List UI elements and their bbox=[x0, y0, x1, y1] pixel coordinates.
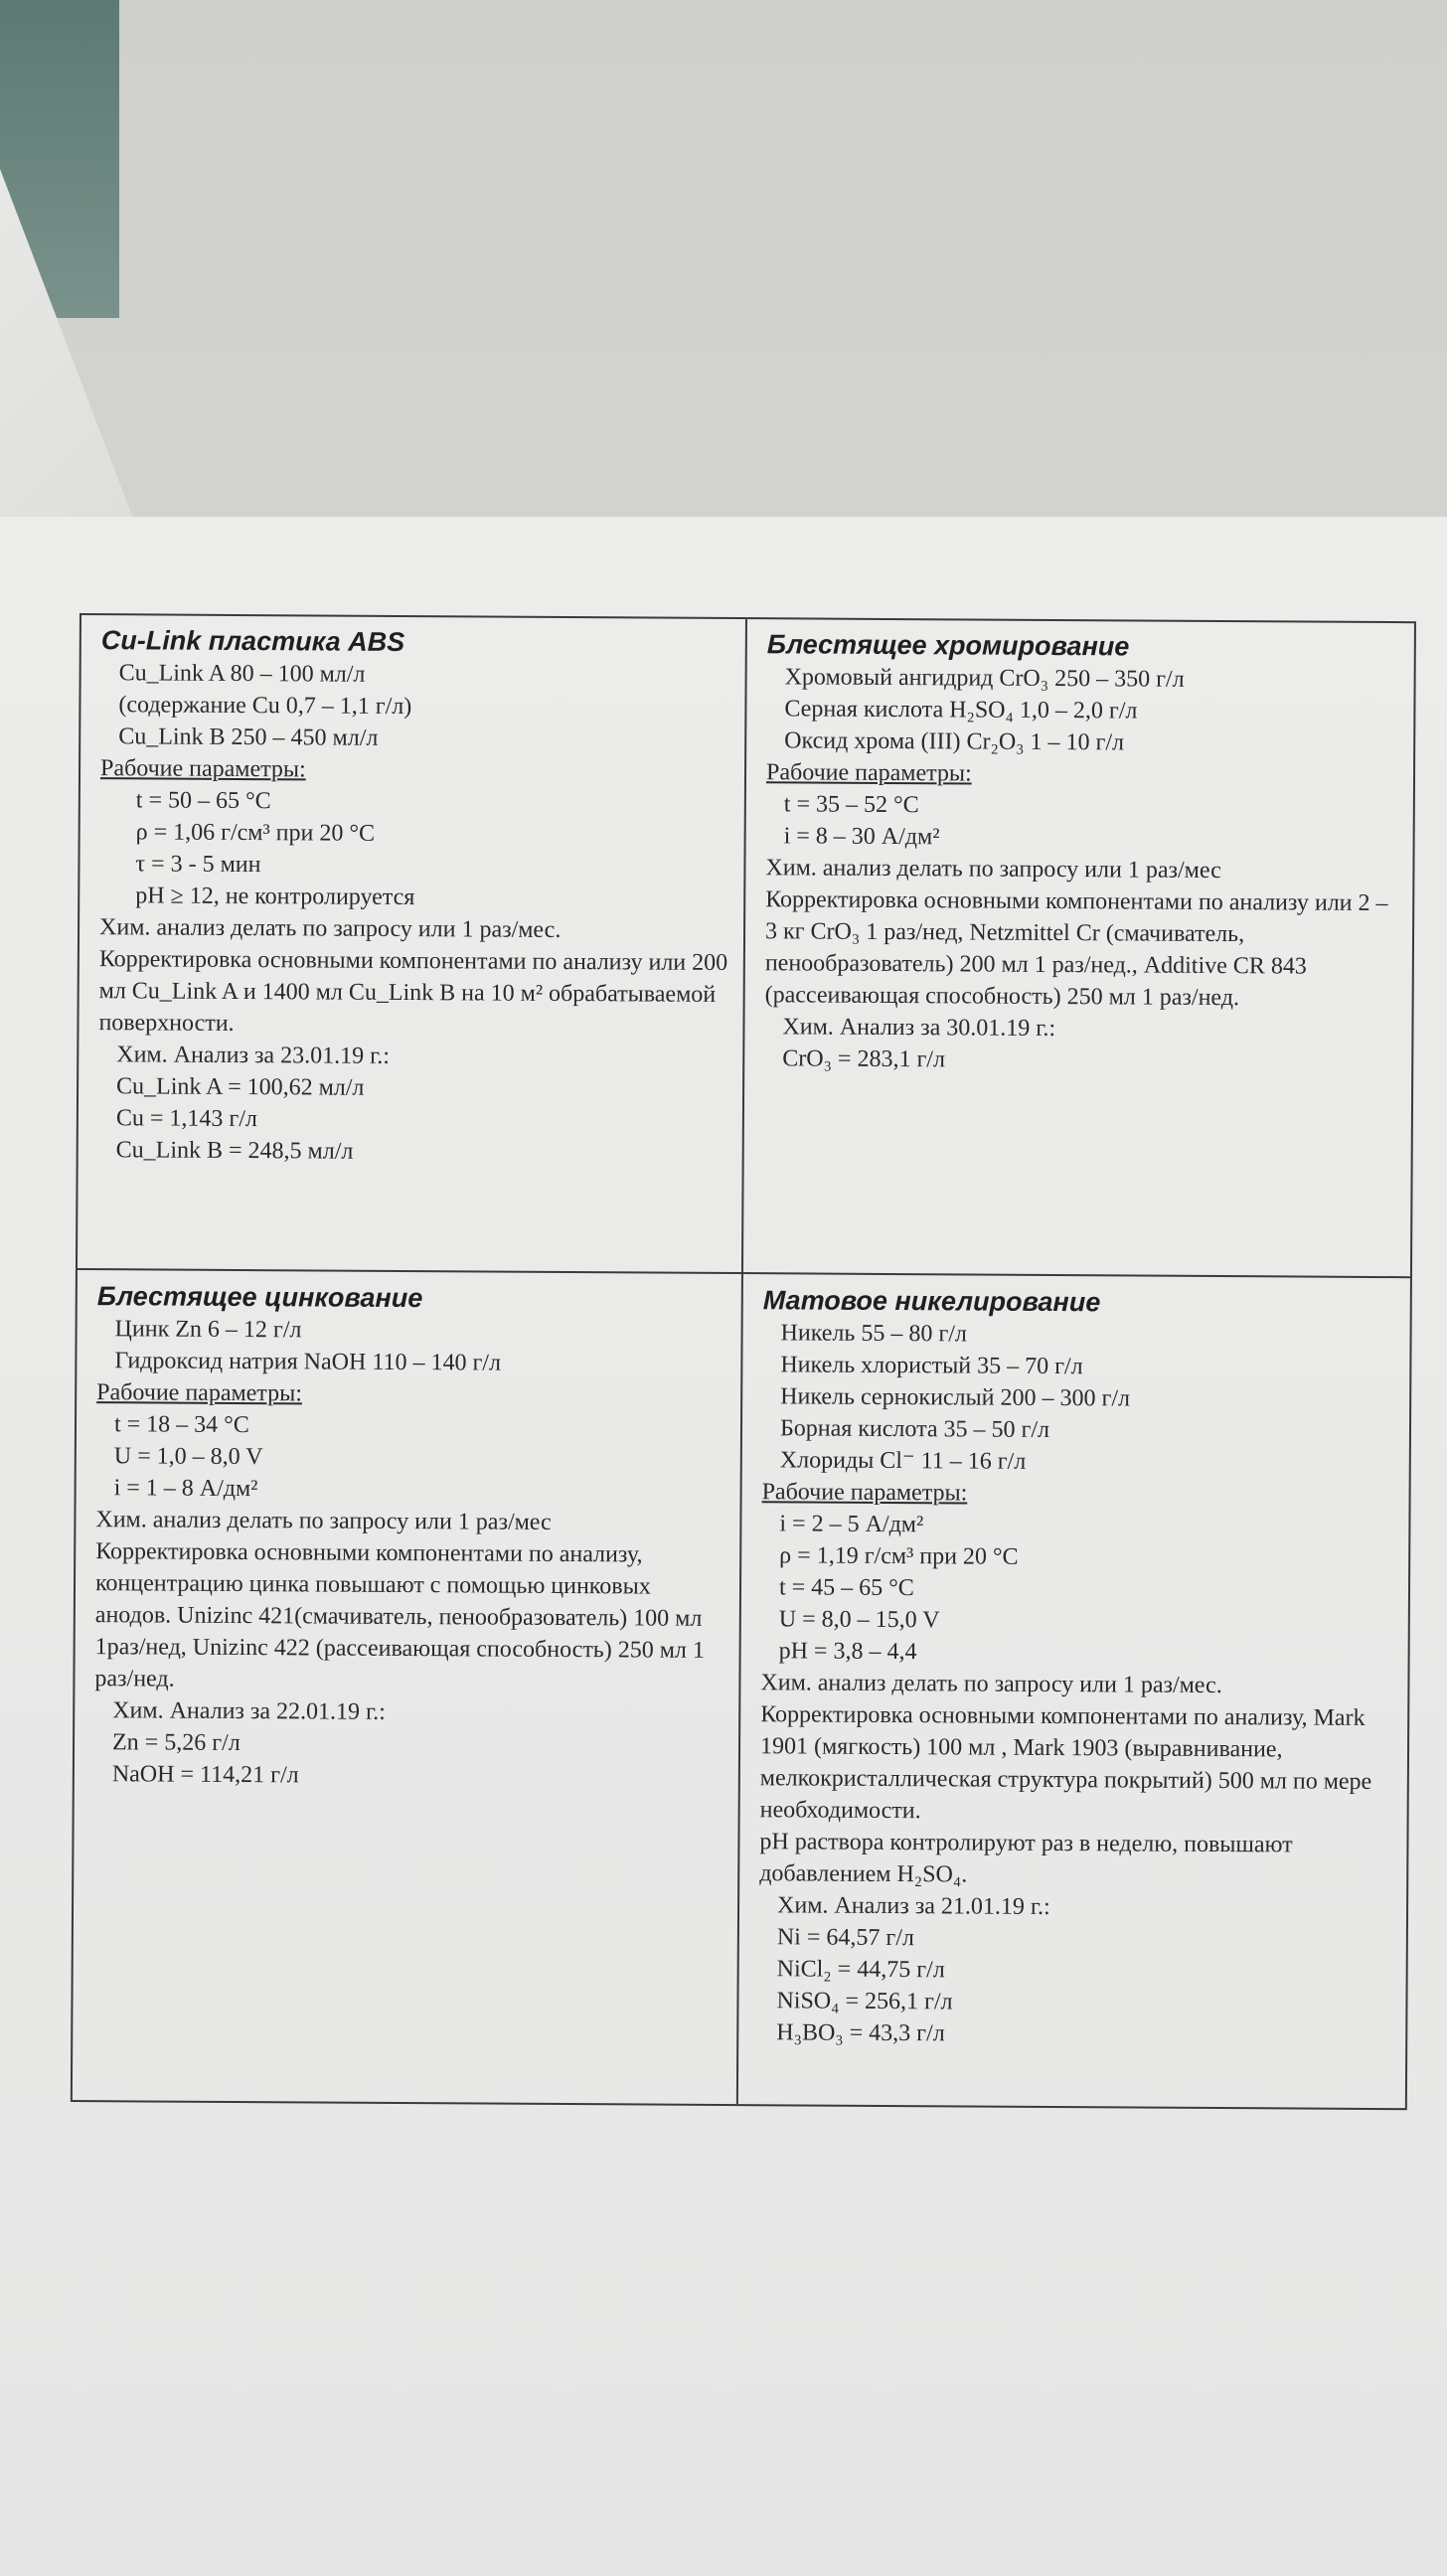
cell-chrome bbox=[744, 619, 1416, 1078]
params-heading: Рабочие параметры: bbox=[765, 759, 972, 787]
cell-title: Cu-Link пластика ABS bbox=[100, 625, 405, 657]
analysis-heading: Хим. Анализ за 30.01.19 г.: bbox=[782, 1014, 1056, 1043]
param-line: τ = 3 - 5 мин bbox=[135, 851, 261, 879]
cell-cu-link bbox=[79, 615, 745, 1170]
analysis-note: Хим. анализ делать по запросу или 1 раз/мес. bbox=[98, 914, 562, 943]
param-line: t = 50 – 65 °C bbox=[135, 787, 271, 815]
cell-zinc bbox=[75, 1271, 741, 1794]
param-line: ρ = 1,19 г/см³ при 20 °C bbox=[779, 1542, 1019, 1570]
analysis-note: Хим. анализ делать по запросу или 1 раз/мес bbox=[95, 1507, 552, 1535]
composition-line: Цинк Zn 6 – 12 г/л bbox=[114, 1316, 302, 1344]
param-line: t = 35 – 52 °C bbox=[783, 791, 919, 819]
param-line: i = 2 – 5 А/дм² bbox=[779, 1511, 924, 1538]
composition-line: Серная кислота H₂SO₄ 1,0 – 2,0 г/л bbox=[784, 696, 1138, 724]
cell-nickel bbox=[738, 1275, 1412, 2052]
analysis-line: CrO₃ = 283,1 г/л bbox=[782, 1046, 946, 1073]
analysis-line: Cu_Link B = 248,5 мл/л bbox=[115, 1137, 354, 1165]
param-line: i = 1 – 8 А/дм² bbox=[113, 1475, 258, 1503]
param-line: i = 8 – 30 А/дм² bbox=[783, 823, 940, 851]
analysis-line: Ni = 64,57 г/л bbox=[776, 1924, 914, 1952]
param-line: pH = 3,8 – 4,4 bbox=[778, 1638, 917, 1666]
composition-line: Cu_Link A 80 – 100 мл/л bbox=[118, 660, 366, 688]
composition-line: Борная кислота 35 – 50 г/л bbox=[779, 1415, 1050, 1443]
composition-line: Cu_Link B 250 – 450 мл/л bbox=[118, 724, 379, 751]
cell-title: Блестящее хромирование bbox=[766, 629, 1130, 662]
analysis-heading: Хим. Анализ за 21.01.19 г.: bbox=[776, 1892, 1050, 1920]
analysis-line: Cu = 1,143 г/л bbox=[115, 1105, 258, 1133]
correction-text: Корректировка основными компонентами по анализу или 200 мл Cu_Link A и 1400 мл Cu_Link B на 10 м² обрабатываемой поверхности. bbox=[98, 946, 728, 1037]
composition-line: Гидроксид натрия NaOH 110 – 140 г/л bbox=[114, 1348, 502, 1376]
plating-baths-table bbox=[71, 613, 1416, 2110]
cell-title: Матовое никелирование bbox=[762, 1285, 1101, 1318]
composition-line: Никель 55 – 80 г/л bbox=[780, 1320, 967, 1348]
composition-line: Никель сернокислый 200 – 300 г/л bbox=[780, 1383, 1131, 1412]
analysis-line: NiSO₄ = 256,1 г/л bbox=[776, 1988, 953, 2015]
param-line: U = 8,0 – 15,0 V bbox=[778, 1606, 940, 1634]
analysis-line: Cu_Link A = 100,62 мл/л bbox=[116, 1073, 365, 1101]
analysis-line: NaOH = 114,21 г/л bbox=[111, 1761, 299, 1789]
composition-line: Хромовый ангидрид CrO₃ 250 – 350 г/л bbox=[784, 664, 1185, 693]
params-heading: Рабочие параметры: bbox=[96, 1379, 303, 1407]
param-line: U = 1,0 – 8,0 V bbox=[113, 1443, 263, 1471]
params-heading: Рабочие параметры: bbox=[761, 1479, 968, 1507]
analysis-heading: Хим. Анализ за 22.01.19 г.: bbox=[112, 1697, 386, 1725]
composition-line: Хлориды Cl⁻ 11 – 16 г/л bbox=[779, 1447, 1027, 1475]
composition-line: (содержание Cu 0,7 – 1,1 г/л) bbox=[118, 692, 412, 721]
analysis-line: Zn = 5,26 г/л bbox=[111, 1729, 241, 1757]
analysis-line: H₃BO₃ = 43,3 г/л bbox=[776, 2019, 945, 2047]
analysis-line: NiCl₂ = 44,75 г/л bbox=[776, 1956, 945, 1984]
ph-note: pH раствора контролируют раз в неделю, повышают добавлением H₂SO₄. bbox=[759, 1829, 1293, 1888]
correction-text: Корректировка основными компонентами по анализу, концентрацию цинка повышают с помощью цинковых анодов. Unizinc 421(смачиватель, пенообразователь) 100 мл 1раз/нед, Unizinc 422 (рассеивающая способность) 250 мл 1 раз/нед. bbox=[94, 1538, 706, 1692]
cell-title: Блестящее цинкование bbox=[96, 1281, 423, 1314]
param-line: ρ = 1,06 г/см³ при 20 °C bbox=[135, 819, 376, 847]
analysis-note: Хим. анализ делать по запросу или 1 раз/мес bbox=[765, 855, 1221, 885]
param-line: t = 18 – 34 °C bbox=[113, 1411, 249, 1439]
params-heading: Рабочие параметры: bbox=[99, 755, 306, 783]
analysis-note: Хим. анализ делать по запросу или 1 раз/мес. bbox=[760, 1670, 1222, 1699]
composition-line: Никель хлористый 35 – 70 г/л bbox=[780, 1352, 1083, 1380]
correction-text: Корректировка основными компонентами по анализу или 2 – 3 кг CrO₃ 1 раз/нед, Netzmittel Cr (смачиватель, пенообразователь) 200 мл 1 раз/нед., Additive CR 843 (рассеивающая способность) 250 мл 1 раз/нед. bbox=[764, 886, 1388, 1012]
correction-text: Корректировка основными компонентами по анализу, Mark 1901 (мягкость) 100 мл , Mark 1903 (выравнивание, мелкокристаллическая структура покрытий) 500 мл по мере необходимости. bbox=[759, 1701, 1372, 1825]
param-line: t = 45 – 65 °C bbox=[778, 1574, 914, 1602]
param-line: pH ≥ 12, не контролируется bbox=[135, 883, 415, 911]
analysis-heading: Хим. Анализ за 23.01.19 г.: bbox=[116, 1042, 391, 1069]
composition-line: Оксид хрома (III) Cr₂O₃ 1 – 10 г/л bbox=[784, 727, 1125, 756]
